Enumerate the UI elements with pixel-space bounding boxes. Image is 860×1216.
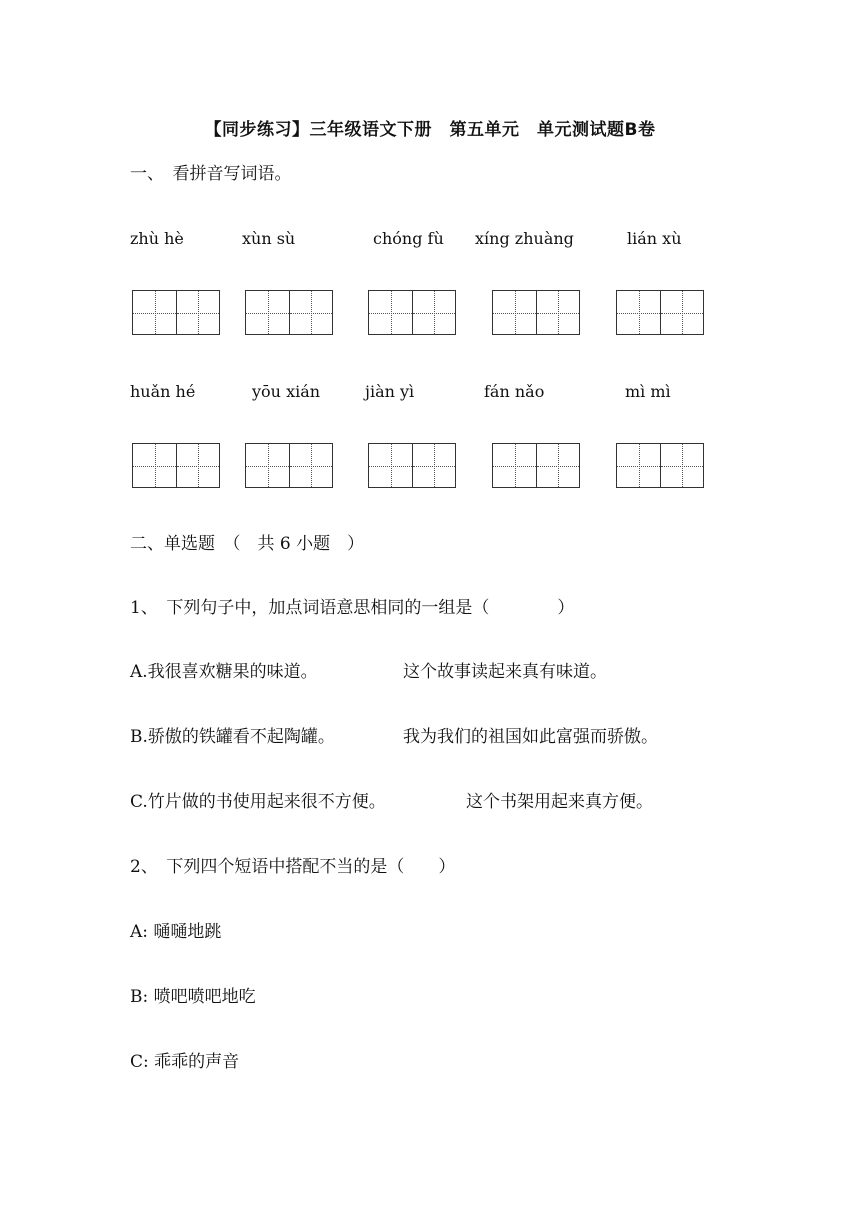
q1-option-a-left: A.我很喜欢糖果的味道。 [130,662,318,682]
writing-grid[interactable] [132,290,220,335]
writing-grid[interactable] [245,290,333,335]
pinyin-7: yōu xián [252,382,321,401]
writing-grid[interactable] [492,290,580,335]
q1-option-c-right: 这个书架用起来真方便。 [466,792,653,812]
writing-grid[interactable] [492,443,580,488]
writing-grid[interactable] [368,290,456,335]
pinyin-3: chóng fù [373,229,444,248]
pinyin-6: huǎn hé [130,382,196,401]
pinyin-8: jiàn yì [365,382,415,401]
question-1-stem: 1、 下列句子中，加点词语意思相同的一组是（ ） [130,598,575,618]
writing-grid[interactable] [616,443,704,488]
pinyin-10: mì mì [625,382,671,401]
q1-option-b-right: 我为我们的祖国如此富强而骄傲。 [403,727,658,747]
pinyin-5: lián xù [627,229,682,248]
question-2-stem: 2、 下列四个短语中搭配不当的是（ ） [130,857,456,877]
section1-heading: 一、 看拼音写词语。 [130,164,292,184]
q1-option-c-left: C.竹片做的书使用起来很不方便。 [130,792,386,812]
pinyin-9: fán nǎo [484,382,545,401]
section2-heading: 二、单选题 （ 共 6 小题 ） [130,534,365,554]
q2-option-a: A: 嗵嗵地跳 [130,922,222,942]
q2-option-b: B: 喷吧喷吧地吃 [130,987,256,1007]
writing-grid[interactable] [132,443,220,488]
writing-grid[interactable] [245,443,333,488]
writing-grid[interactable] [616,290,704,335]
pinyin-1: zhù hè [130,229,184,248]
q2-option-c: C: 乖乖的声音 [130,1052,240,1072]
q1-option-a-right: 这个故事读起来真有味道。 [403,662,607,682]
pinyin-4: xíng zhuàng [475,229,574,248]
q1-option-b-left: B.骄傲的铁罐看不起陶罐。 [130,727,335,747]
writing-grid[interactable] [368,443,456,488]
page-title: 【同步练习】三年级语文下册 第五单元 单元测试题B卷 [204,120,656,140]
pinyin-2: xùn sù [242,229,296,248]
